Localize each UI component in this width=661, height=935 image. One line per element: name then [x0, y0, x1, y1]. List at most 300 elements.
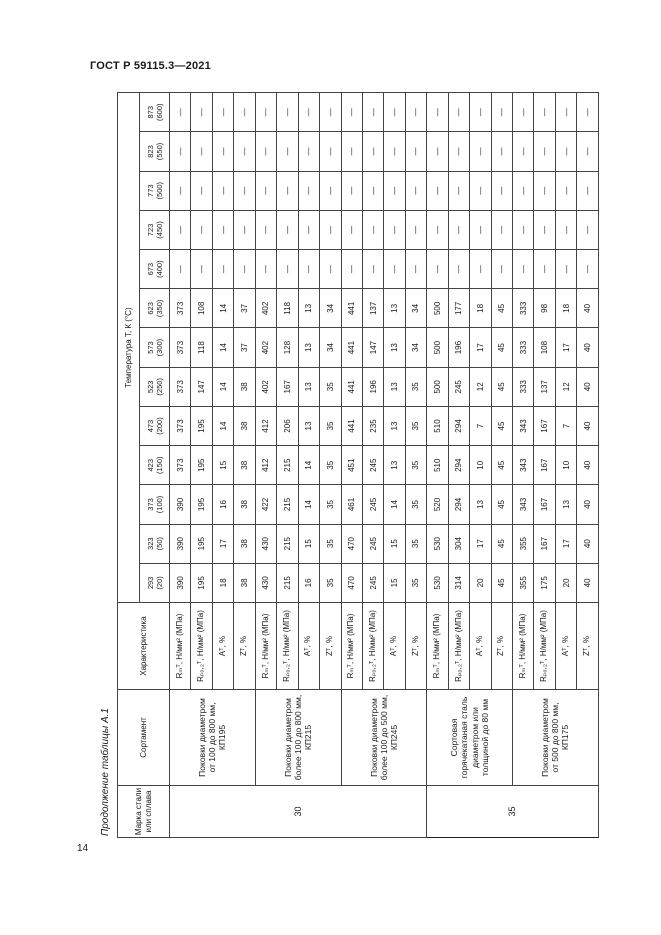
value-cell: 10	[555, 446, 576, 485]
value-cell: 45	[491, 367, 512, 406]
value-cell: —	[513, 93, 534, 132]
value-cell: 13	[384, 328, 405, 367]
value-cell: —	[234, 93, 255, 132]
characteristic-rm: Rₘᵀ, Н/мм² (МПа)	[255, 603, 276, 690]
value-cell: —	[534, 171, 555, 210]
value-cell: 108	[534, 328, 555, 367]
value-cell: —	[491, 171, 512, 210]
characteristic-rp: Rₚ₀,₂ᵀ, Н/мм² (МПа)	[191, 603, 212, 690]
characteristic-a: Aᵀ, %	[384, 603, 405, 690]
header-temperature: Температура Т, К (°С)	[118, 93, 140, 603]
value-cell: 38	[234, 406, 255, 445]
temp-celsius: (20)	[154, 576, 164, 590]
value-cell: 40	[577, 446, 598, 485]
temp-celsius: (350)	[154, 299, 164, 318]
table-caption: Продолжение таблицы А.1	[100, 708, 111, 836]
value-cell: —	[555, 93, 576, 132]
header-temp-773	[140, 171, 170, 210]
value-cell: —	[298, 250, 319, 289]
value-cell: 35	[320, 485, 341, 524]
characteristic-z: Zᵀ, %	[577, 603, 598, 690]
value-cell: 390	[170, 485, 191, 524]
value-cell: 16	[298, 563, 319, 602]
value-cell: 34	[320, 289, 341, 328]
value-cell: 45	[491, 485, 512, 524]
header-temp-723	[140, 210, 170, 249]
value-cell: 35	[405, 406, 426, 445]
value-cell: —	[255, 93, 276, 132]
temp-kelvin: 823	[145, 145, 155, 158]
value-cell: 195	[191, 406, 212, 445]
value-cell: 520	[427, 485, 448, 524]
value-cell: —	[405, 250, 426, 289]
value-cell: —	[534, 250, 555, 289]
value-cell: 13	[298, 367, 319, 406]
temp-celsius: (450)	[154, 221, 164, 239]
value-cell: —	[234, 250, 255, 289]
value-cell: —	[427, 132, 448, 171]
value-cell: —	[577, 171, 598, 210]
value-cell: —	[362, 93, 383, 132]
value-cell: —	[298, 171, 319, 210]
value-cell: —	[170, 171, 191, 210]
value-cell: —	[212, 171, 233, 210]
temp-kelvin: 573	[145, 341, 155, 354]
value-cell: 13	[384, 367, 405, 406]
temp-celsius: (600)	[154, 103, 164, 121]
value-cell: —	[320, 93, 341, 132]
value-cell: 402	[255, 367, 276, 406]
value-cell: —	[470, 132, 491, 171]
value-cell: 14	[298, 485, 319, 524]
value-cell: 195	[191, 524, 212, 563]
characteristic-a: Aᵀ, %	[470, 603, 491, 690]
value-cell: 45	[491, 289, 512, 328]
value-cell: 10	[470, 446, 491, 485]
value-cell: 355	[513, 563, 534, 602]
value-cell: 530	[427, 524, 448, 563]
segment-cell: Поковки диаметром от 500 до 800 мм, КП175	[513, 690, 599, 786]
value-cell: 37	[234, 289, 255, 328]
value-cell: 34	[405, 289, 426, 328]
value-cell: —	[341, 171, 362, 210]
value-cell: 500	[427, 328, 448, 367]
value-cell: —	[277, 93, 298, 132]
characteristic-rp: Rₚ₀,₂ᵀ, Н/мм² (МПа)	[448, 603, 469, 690]
value-cell: 333	[513, 367, 534, 406]
value-cell: 333	[513, 328, 534, 367]
value-cell: —	[555, 210, 576, 249]
header-temp-373	[140, 485, 170, 524]
value-cell: 128	[277, 328, 298, 367]
value-cell: 441	[341, 406, 362, 445]
value-cell: 412	[255, 446, 276, 485]
value-cell: 40	[577, 289, 598, 328]
value-cell: 118	[191, 328, 212, 367]
value-cell: —	[534, 93, 555, 132]
value-cell: —	[298, 132, 319, 171]
segment-cell: Поковки диаметром от 100 до 800 мм, КП195	[170, 690, 256, 786]
value-cell: —	[405, 93, 426, 132]
value-cell: 147	[191, 367, 212, 406]
temp-kelvin: 473	[145, 419, 155, 433]
temp-celsius: (250)	[154, 378, 164, 396]
value-cell: 18	[470, 289, 491, 328]
value-cell: —	[470, 93, 491, 132]
value-cell: 441	[341, 289, 362, 328]
value-cell: —	[234, 171, 255, 210]
value-cell: 461	[341, 485, 362, 524]
value-cell: 412	[255, 406, 276, 445]
value-cell: —	[405, 171, 426, 210]
value-cell: —	[298, 93, 319, 132]
characteristic-z: Zᵀ, %	[491, 603, 512, 690]
value-cell: 35	[405, 524, 426, 563]
table-row	[170, 93, 191, 838]
value-cell: —	[320, 250, 341, 289]
value-cell: 38	[234, 367, 255, 406]
value-cell: —	[191, 210, 212, 249]
segment-cell: Поковки диаметром более 100 до 500 мм, КП245	[341, 690, 427, 786]
value-cell: 15	[384, 524, 405, 563]
value-cell: 343	[513, 406, 534, 445]
value-cell: 45	[491, 446, 512, 485]
header-segment: Сортамент	[118, 690, 170, 786]
value-cell: 13	[555, 485, 576, 524]
value-cell: —	[384, 171, 405, 210]
value-cell: 167	[534, 485, 555, 524]
value-cell: 14	[298, 446, 319, 485]
value-cell: 45	[491, 524, 512, 563]
header-temp-523	[140, 367, 170, 406]
grade-cell: 30	[170, 786, 427, 838]
value-cell: —	[362, 132, 383, 171]
value-cell: —	[341, 210, 362, 249]
document-header: ГОСТ Р 59115.3—2021	[90, 60, 211, 72]
segment-cell: Сортовая горячекатаная сталь диаметром или толщиной до 80 мм	[427, 690, 513, 786]
value-cell: 373	[170, 328, 191, 367]
value-cell: 16	[212, 485, 233, 524]
value-cell: —	[255, 171, 276, 210]
value-cell: —	[191, 132, 212, 171]
value-cell: 177	[448, 289, 469, 328]
value-cell: —	[277, 132, 298, 171]
value-cell: 45	[491, 328, 512, 367]
value-cell: —	[427, 210, 448, 249]
value-cell: 422	[255, 485, 276, 524]
value-cell: —	[555, 250, 576, 289]
value-cell: —	[255, 210, 276, 249]
value-cell: 195	[191, 446, 212, 485]
value-cell: —	[534, 210, 555, 249]
value-cell: 402	[255, 328, 276, 367]
grade-cell: 35	[427, 786, 599, 838]
value-cell: 35	[320, 446, 341, 485]
properties-table	[117, 92, 599, 838]
value-cell: 40	[577, 563, 598, 602]
value-cell: 441	[341, 367, 362, 406]
rotated-table-container	[95, 93, 598, 838]
value-cell: —	[191, 171, 212, 210]
value-cell: 13	[298, 289, 319, 328]
value-cell: 45	[491, 563, 512, 602]
value-cell: —	[212, 132, 233, 171]
value-cell: 35	[320, 563, 341, 602]
characteristic-rm: Rₘᵀ, Н/мм² (МПа)	[170, 603, 191, 690]
value-cell: 441	[341, 328, 362, 367]
value-cell: —	[362, 210, 383, 249]
value-cell: 167	[534, 446, 555, 485]
page-number: 14	[77, 843, 89, 854]
value-cell: 14	[212, 289, 233, 328]
value-cell: —	[470, 171, 491, 210]
value-cell: —	[277, 171, 298, 210]
value-cell: —	[448, 132, 469, 171]
characteristic-rp: Rₚ₀,₂ᵀ, Н/мм² (МПа)	[534, 603, 555, 690]
value-cell: 530	[427, 563, 448, 602]
characteristic-rp: Rₚ₀,₂ᵀ, Н/мм² (МПа)	[362, 603, 383, 690]
value-cell: —	[513, 132, 534, 171]
value-cell: —	[427, 93, 448, 132]
value-cell: 147	[362, 328, 383, 367]
value-cell: 470	[341, 524, 362, 563]
value-cell: —	[555, 132, 576, 171]
value-cell: 196	[362, 367, 383, 406]
characteristic-rp: Rₚ₀,₂ᵀ, Н/мм² (МПа)	[277, 603, 298, 690]
value-cell: —	[212, 210, 233, 249]
value-cell: 34	[405, 328, 426, 367]
value-cell: 167	[534, 406, 555, 445]
value-cell: 12	[470, 367, 491, 406]
temp-celsius: (200)	[154, 417, 164, 435]
value-cell: 40	[577, 524, 598, 563]
value-cell: 7	[470, 406, 491, 445]
value-cell: 195	[191, 485, 212, 524]
value-cell: 15	[212, 446, 233, 485]
value-cell: 215	[277, 485, 298, 524]
header-temp-423	[140, 446, 170, 485]
temp-celsius: (550)	[154, 142, 164, 161]
temp-celsius: (100)	[154, 495, 164, 514]
value-cell: —	[191, 93, 212, 132]
value-cell: 402	[255, 289, 276, 328]
header-temp-623	[140, 289, 170, 328]
value-cell: 35	[405, 446, 426, 485]
value-cell: 18	[555, 289, 576, 328]
segment-cell: Поковки диаметром более 100 до 800 мм, КП215	[255, 690, 341, 786]
value-cell: 40	[577, 328, 598, 367]
value-cell: 13	[298, 328, 319, 367]
value-cell: 390	[170, 563, 191, 602]
temp-celsius: (150)	[154, 456, 164, 474]
header-grade: Марка стали или сплава	[118, 786, 170, 838]
table-row	[255, 93, 276, 838]
value-cell: —	[470, 210, 491, 249]
value-cell: 13	[298, 406, 319, 445]
value-cell: —	[341, 93, 362, 132]
value-cell: —	[491, 93, 512, 132]
temp-kelvin: 773	[145, 184, 155, 197]
value-cell: 510	[427, 446, 448, 485]
value-cell: 500	[427, 367, 448, 406]
characteristic-z: Zᵀ, %	[320, 603, 341, 690]
value-cell: —	[234, 132, 255, 171]
value-cell: —	[320, 132, 341, 171]
value-cell: —	[255, 250, 276, 289]
value-cell: 38	[234, 485, 255, 524]
value-cell: 195	[191, 563, 212, 602]
value-cell: —	[212, 93, 233, 132]
value-cell: 14	[212, 367, 233, 406]
value-cell: —	[405, 210, 426, 249]
characteristic-a: Aᵀ, %	[298, 603, 319, 690]
value-cell: 294	[448, 446, 469, 485]
value-cell: 17	[555, 328, 576, 367]
value-cell: 343	[513, 446, 534, 485]
value-cell: 390	[170, 524, 191, 563]
value-cell: 13	[384, 446, 405, 485]
value-cell: 7	[555, 406, 576, 445]
value-cell: 355	[513, 524, 534, 563]
temp-celsius: (500)	[154, 181, 164, 200]
value-cell: 196	[448, 328, 469, 367]
value-cell: 343	[513, 485, 534, 524]
temp-celsius: (50)	[154, 537, 164, 551]
value-cell: —	[170, 132, 191, 171]
value-cell: 314	[448, 563, 469, 602]
value-cell: 206	[277, 406, 298, 445]
value-cell: —	[170, 93, 191, 132]
value-cell: 20	[555, 563, 576, 602]
value-cell: 40	[577, 406, 598, 445]
value-cell: 14	[212, 406, 233, 445]
value-cell: 15	[298, 524, 319, 563]
value-cell: 98	[534, 289, 555, 328]
value-cell: 137	[534, 367, 555, 406]
value-cell: —	[384, 210, 405, 249]
value-cell: —	[384, 93, 405, 132]
characteristic-rm: Rₘᵀ, Н/мм² (МПа)	[427, 603, 448, 690]
value-cell: 40	[577, 367, 598, 406]
value-cell: 13	[384, 406, 405, 445]
value-cell: —	[513, 250, 534, 289]
characteristic-rm: Rₘᵀ, Н/мм² (МПа)	[513, 603, 534, 690]
value-cell: 245	[362, 563, 383, 602]
header-temp-823	[140, 132, 170, 171]
value-cell: 294	[448, 406, 469, 445]
value-cell: —	[491, 210, 512, 249]
temp-kelvin: 423	[145, 458, 155, 472]
value-cell: 137	[362, 289, 383, 328]
value-cell: 167	[534, 524, 555, 563]
value-cell: —	[448, 210, 469, 249]
value-cell: —	[577, 93, 598, 132]
value-cell: 38	[234, 524, 255, 563]
characteristic-rm: Rₘᵀ, Н/мм² (МПа)	[341, 603, 362, 690]
value-cell: 215	[277, 563, 298, 602]
value-cell: 35	[320, 367, 341, 406]
value-cell: —	[405, 132, 426, 171]
value-cell: 35	[320, 524, 341, 563]
table-row	[341, 93, 362, 838]
value-cell: —	[470, 250, 491, 289]
value-cell: 118	[277, 289, 298, 328]
value-cell: 470	[341, 563, 362, 602]
value-cell: 14	[384, 485, 405, 524]
value-cell: —	[362, 171, 383, 210]
temp-kelvin: 723	[145, 223, 155, 237]
temp-celsius: (400)	[154, 260, 164, 278]
header-characteristic: Характеристика	[118, 603, 170, 690]
value-cell: —	[513, 171, 534, 210]
value-cell: 38	[234, 563, 255, 602]
value-cell: 294	[448, 485, 469, 524]
temp-kelvin: 673	[145, 262, 155, 276]
value-cell: —	[277, 250, 298, 289]
value-cell: —	[577, 210, 598, 249]
value-cell: —	[170, 250, 191, 289]
value-cell: —	[448, 250, 469, 289]
value-cell: 373	[170, 406, 191, 445]
value-cell: 37	[234, 328, 255, 367]
value-cell: —	[191, 250, 212, 289]
header-temp-573	[140, 328, 170, 367]
temp-kelvin: 293	[145, 576, 155, 590]
value-cell: 304	[448, 524, 469, 563]
header-temp-293	[140, 563, 170, 602]
temp-kelvin: 373	[145, 498, 155, 511]
value-cell: —	[362, 250, 383, 289]
value-cell: —	[384, 250, 405, 289]
value-cell: 18	[212, 563, 233, 602]
value-cell: —	[491, 250, 512, 289]
value-cell: 430	[255, 563, 276, 602]
value-cell: 17	[470, 328, 491, 367]
value-cell: 35	[405, 485, 426, 524]
value-cell: 35	[405, 563, 426, 602]
value-cell: 15	[384, 563, 405, 602]
value-cell: 175	[534, 563, 555, 602]
value-cell: 510	[427, 406, 448, 445]
characteristic-a: Aᵀ, %	[555, 603, 576, 690]
value-cell: 17	[555, 524, 576, 563]
value-cell: —	[320, 171, 341, 210]
value-cell: 451	[341, 446, 362, 485]
value-cell: 40	[577, 485, 598, 524]
value-cell: 12	[555, 367, 576, 406]
value-cell: 20	[470, 563, 491, 602]
value-cell: 373	[170, 367, 191, 406]
temp-kelvin: 623	[145, 302, 155, 315]
value-cell: 35	[320, 406, 341, 445]
header-temp-673	[140, 250, 170, 289]
value-cell: —	[384, 132, 405, 171]
value-cell: —	[298, 210, 319, 249]
value-cell: 245	[362, 446, 383, 485]
value-cell: 500	[427, 289, 448, 328]
characteristic-z: Zᵀ, %	[234, 603, 255, 690]
value-cell: 13	[470, 485, 491, 524]
value-cell: —	[255, 132, 276, 171]
value-cell: —	[320, 210, 341, 249]
value-cell: 430	[255, 524, 276, 563]
value-cell: —	[341, 250, 362, 289]
value-cell: —	[534, 132, 555, 171]
table-row	[427, 93, 448, 838]
header-temp-323	[140, 524, 170, 563]
characteristic-z: Zᵀ, %	[405, 603, 426, 690]
value-cell: —	[448, 93, 469, 132]
